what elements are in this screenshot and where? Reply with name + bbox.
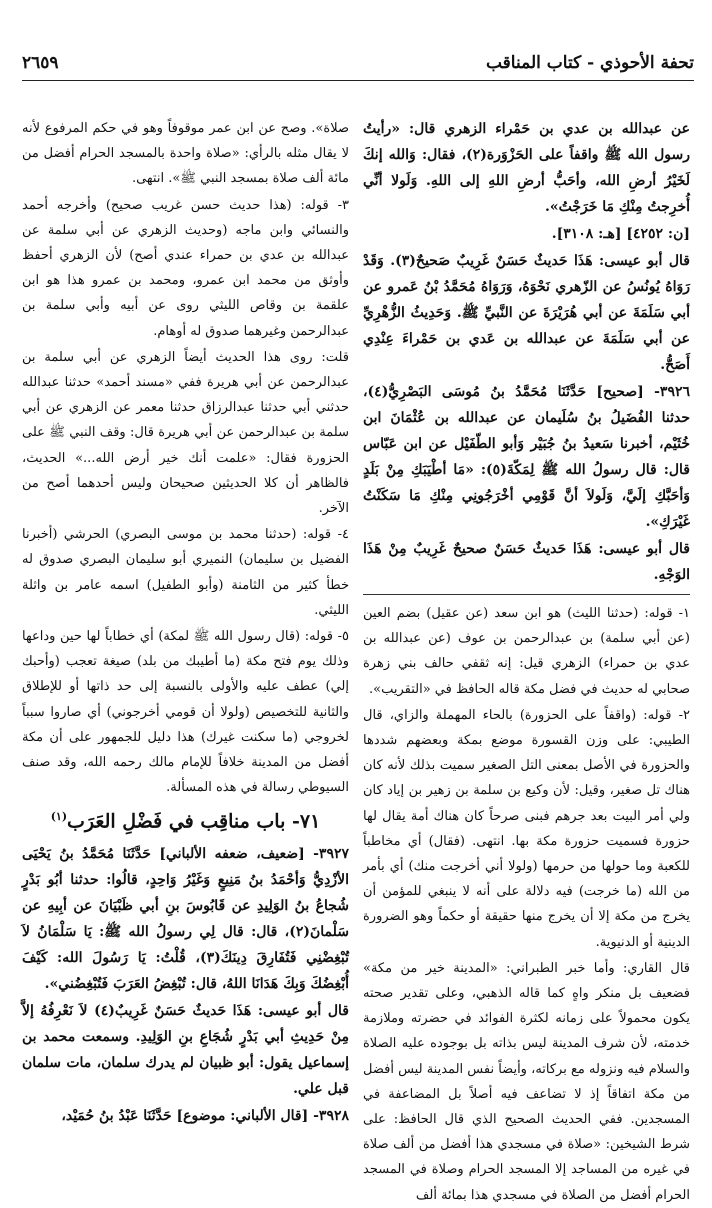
hadith-paragraph: قال أبو عيسى: هَذَا حَديثٌ حَسَنٌ غَرِيبٌ صَحيحٌ(٣). وَقَدْ رَوَاهُ يُونُسُ عن الزّهري نَحْوَهُ، وَرَوَاهُ مُحَمَّدُ بْنُ عَمرو عن أبي سَلَمَةَ عن أبي هُرَيْرَةَ عن النَّبيِّ ﷺ. وَحَدِيثُ الزُّهْرِيِّ عن أبي سَلَمَةَ عن عبدالله بن عَدي بن حَمْراءَ عِنْدِي أَصَحُّ. [363,253,690,373]
right-column [363,116,691,1203]
commentary-paragraph: قلت: روى هذا الحديث أيضاً الزهري عن أبي سلمة بن عبدالرحمن عن أبي هريرة ففي «مسند أحمد» حدثنا عبدالله حدثني أبي حدثنا عبدالرزاق حدثنا معمر عن الزهري عن أبي سلمة بن عبدالرحمن عن أبي هريرة قال: وقف النبي ﷺ على الحزورة فقال: «علمت أنك خير أرض الله...» الحديث، فالظاهر أن كلا الحديثين صحيحان وليس أحدهما أصح من الآخر. [22,349,349,517]
page-header [22,46,694,81]
footnote-divider [363,594,690,595]
hadith-paragraph: ٣٩٢٦- [صحيح] حَدَّثَنَا مُحَمَّدُ بنُ مُوسَى البَصْرِيُّ(٤)، حدثنا الفُضَيلُ بنُ سُلَيمان عن عبدالله بن عُثْمَانَ ابن خُثَيْم، أخبرنا سَعيدُ بنُ جُبَيْر وَأبو الطّفَيْل عن ابن عَبّاس قال: قال رسولُ الله ﷺ لِمَكّةَ(٥): «مَا أطْيَبَكِ مِنْ بَلَدٍ وَأحَبَّكِ إلَيَّ، وَلَولاَ أنَّ قَوْمِي أخْرَجُونِي مِنْكِ مَا سَكَنْتُ غَيْرَكِ». [363,384,691,530]
running-title: تحفة الأحوذي - كتاب المناقب [485,53,694,73]
hadith-paragraph: قال أبو عيسى: هَذَا حَديثٌ حَسَنٌ صحيحٌ غَرِيبٌ مِنْ هَذَا الوَجْهِ. [363,541,690,583]
chapter-footnote-marker: (١) [50,810,68,824]
commentary-paragraph: ١- قوله: (حدثنا الليث) هو ابن سعد (عن عقيل) بضم العين (عن أبي سلمة) بن عبدالرحمن بن عوف (عن عبدالله بن عدي بن حمراء) الزهري قيل: إنه ثقفي حالف بني زهرة صحابي له حديث في فضل مكة قاله الحافظ في «التقريب». [363,606,690,697]
commentary-paragraph: ٣- قوله: (هذا حديث حسن غريب صحيح) وأخرجه أحمد والنسائي وابن ماجه (وحديث الزهري عن أبي سلمة عن عبدالله بن عدي بن حمراء عندي أصح) لأن الزهري أحفظ وأوثق من محمد ابن عمرو، ومحمد بن عمرو هذا هو ابن علقمة بن وقاص الليثي روى عن أبيه وأبي سلمة بن عبدالرحمن وغيرهما صدوق له أوهام. [22,197,349,339]
hadith-paragraph: ٣٩٢٨- [قال الألباني: موضوع] حَدَّثَنَا عَبْدُ بنُ حُمَيْد، [61,1107,349,1124]
reference-line: [ن: ٤٢٥٢] [هـ: ٣١٠٨]. [551,226,690,242]
hadith-block [363,116,690,588]
commentary-paragraph: ٤- قوله: (حدثنا محمد بن موسى البصري) الحرشي (أخبرنا الفضيل بن سليمان) النميري أبو سليمان البصري صدوق له خطأ كثير من الثامنة (وأبو الطفيل) اسمه عامر بن واثلة الليثي. [22,527,349,618]
hadith-paragraph: عن عبدالله بن عدي بن حَمْراء الزهري قال: «رأيتُ رسول الله ﷺ واقفاً على الحَزْوَرة(٢)، فقال: وَالله إنكَ لَخَيْرُ أرضِ الله، وأحَبُّ أرضِ اللهِ إلى اللهِ. وَلَولا أنِّي أُخرِجتُ مِنْكِ مَا خَرَجْتُ». [363,121,691,215]
hadith-block [22,841,349,1129]
chapter-title: ٧١- باب مناقِب في فَضْلِ العَرَب [67,810,321,833]
commentary-paragraph: قال القاري: وأما خبر الطبراني: «المدينة خير من مكة» فضعيف بل منكر واهٍ كما قاله الذهبي، وعلى تقدير صحته يكون محمولاً على زمانه لكثرة الفوائد في حضرته وملازمة خدمته، لأن شرف المدينة ليس بذاته بل بوجوده عليه الصلاة والسلام فيه ونزوله مع بركاته، وأيضاً نفس المدينة ليس أفضل من مكة اتفاقاً إذ لا تضاعف فيه أصلاً بل المضاعفة في المسجدين. ففي الحديث الصحيح الذي قال الحافظ: على شرط الشيخين: «صلاة في مسجدي هذا أفضل من ألف صلاة في غيره من المساجد إلا المسجد الحرام وصلاة في المسجد الحرام أفضل من الصلاة في مسجدي هذا بمائة ألف [363,960,690,1203]
commentary-paragraph: صلاة». وصح عن ابن عمر موقوفاً وهو في حكم المرفوع لأنه لا يقال مثله بالرأي: «صلاة واحدة بالمسجد الحرام أفضل من مائة ألف صلاة بمسجد النبي ﷺ». انتهى. [22,121,349,187]
hadith-paragraph: قال أبو عيسى: هَذَا حَديثٌ حَسَنٌ غَرِيبٌ(٤) لاَ نَعْرِفُهُ إلاَّ مِنْ حَدِيثِ أبي بَدْرٍ شُجَاعِ بنِ الوَلِيدِ. وسمعت محمد بن إسماعيل يقول: أبو ظبيان لم يدرك سلمان، مات سلمان قبل علي. [22,1002,349,1097]
chapter-heading [22,810,349,832]
left-column [22,116,349,1124]
commentary-block [22,116,349,800]
commentary-paragraph: ٢- قوله: (واقفاً على الحزورة) بالحاء المهملة والزاي، قال الطيبي: على وزن القسورة موضع بمكة وبعضهم شددها والحزورة في الأصل بمعنى التل الصغير سميت بذلك لأنه كان هناك تل صغير، وقيل: لأن وكيع بن سلمة بن زهير بن إياد كان ولي أمر البيت بعد جرهم فبنى صرحاً كان هناك أمة يقال لها حزورة فسميت حزورة مكة بها. انتهى. (فقال) أي مخاطباً للكعبة وما حولها من حرمها (ولولا أني أخرجت منك) أي بأمر من الله (ما خرجت) فيه دلالة على أنه لا ينبغي للمؤمن أن يخرج من مكة إلا أن يخرج منها حقيقة أو حكماً وهو الضرورة الدينية أو الدنيوية. [363,707,690,950]
commentary-paragraph: ٥- قوله: (قال رسول الله ﷺ لمكة) أي خطاباً لها حين وداعها وذلك يوم فتح مكة (ما أطيبك من بلد) صيغة تعجب (وأحبك إلي) عطف عليه والأولى بالنسبة إلى حد ذاتها أو للإطلاق والثانية للتخصيص (ولولا أن قومي أخرجوني) أي صاروا سبباً لخروجي (ما سكنت غيرك) هذا دليل للجمهور على أن مكة أفضل من المدينة خلافاً للإمام مالك رحمه الله، وقد صنف السيوطي رسالة في هذه المسألة. [22,629,349,796]
page-number: ٢٦٥٩ [22,53,59,73]
hadith-paragraph: ٣٩٢٧- [ضعيف، ضعفه الألباني] حَدَّثَنَا مُحَمَّدُ بنُ يَحْيَى الأزْدِيُّ وَأحْمَدُ بنُ مَنِيعٍ وَغَيْرُ وَاحِدٍ، قالُوا: حدثنا أبُو بَدْرٍ شُجاعُ بنُ الوَلِيدِ عن قَابُوسَ بنِ أبي ظَبْيَانَ عن أبِيهِ عن سَلْمانَ(٢)، قال: قال لِي رسولُ الله ﷺ: يَا سَلْمَانُ لاَ تُبْغِضْنِي فَتُفَارِقَ دِينَكَ(٣)، قُلْتُ: يَا رَسُولَ الله: كَيْفَ أُبْغِضُكَ وَبِكَ هَدَانَا اللهُ، قال: تُبْغِضُ العَرَبَ فَتُبْغِضُني». [22,845,349,992]
commentary-block [363,601,690,1208]
